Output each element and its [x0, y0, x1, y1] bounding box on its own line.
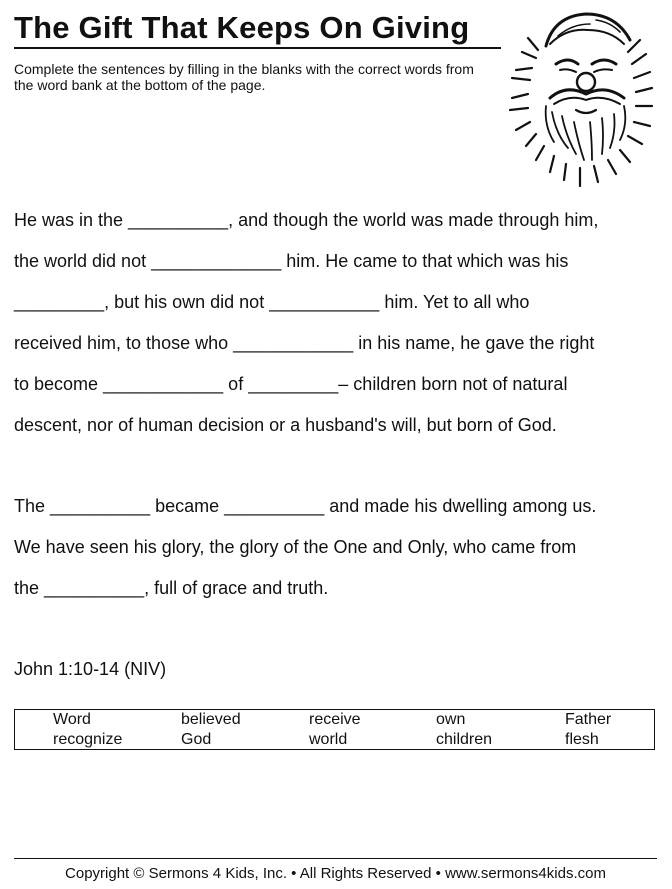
word-bank-word: own [436, 711, 466, 728]
passage-line: He was in the __________, and though the world was made through him, [14, 210, 599, 230]
passage-line: to become ____________ of _________– children born not of natural [14, 374, 568, 394]
santa-face-icon [506, 6, 656, 191]
title-divider [14, 47, 501, 49]
word-bank-word: believed [181, 711, 241, 728]
passage-line: The __________ became __________ and made his dwelling among us. [14, 496, 597, 516]
passage-line: the __________, full of grace and truth. [14, 578, 329, 598]
word-bank-word: world [309, 731, 348, 748]
word-bank-word: Father [565, 711, 612, 728]
word-bank-word: recognize [53, 731, 123, 748]
scripture-reference: John 1:10-14 (NIV) [14, 659, 167, 679]
passage-paragraph-2 [14, 486, 660, 609]
word-bank-word: children [436, 731, 493, 748]
passage-line: _________, but his own did not ___________ him. Yet to all who [14, 292, 530, 312]
footer-divider [14, 858, 657, 859]
copyright-footer: Copyright © Sermons 4 Kids, Inc. • All Rights Reserved • www.sermons4kids.com [65, 865, 606, 882]
instructions: Complete the sentences by filling in the blanks with the correct words from the word bank at the bottom of the page. [14, 61, 474, 93]
passage-line: descent, nor of human decision or a husband's will, but born of God. [14, 415, 557, 435]
worksheet-title: The Gift That Keeps On Giving [14, 10, 470, 45]
word-bank [14, 709, 655, 750]
passage-line: We have seen his glory, the glory of the One and Only, who came from [14, 537, 577, 557]
passage-line: received him, to those who ____________ in his name, he gave the right [14, 333, 595, 353]
passage-line: the world did not _____________ him. He came to that which was his [14, 251, 569, 271]
word-bank-word: Word [53, 711, 91, 728]
word-bank-word: flesh [565, 731, 599, 748]
passage-paragraph-1 [14, 200, 660, 446]
word-bank-word: receive [309, 711, 361, 728]
word-bank-word: God [181, 731, 212, 748]
